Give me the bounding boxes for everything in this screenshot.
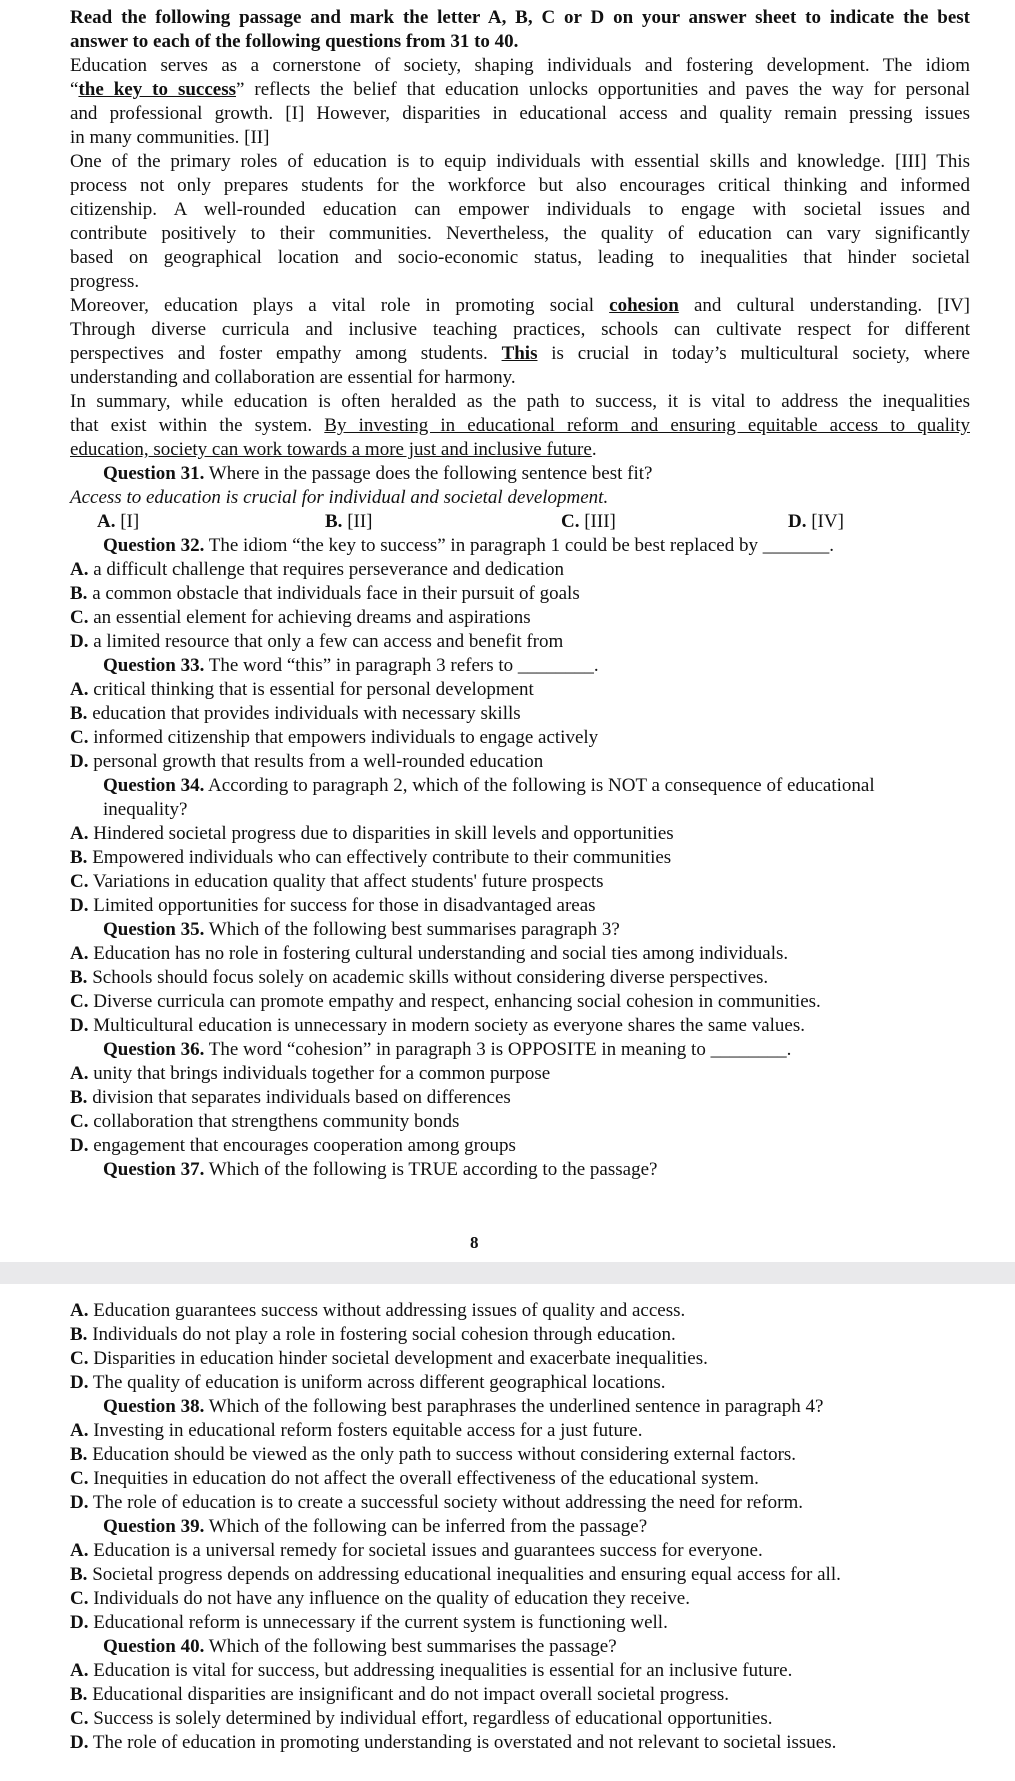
question-40: Question 40. Which of the following best summarises the passage? (103, 1636, 617, 1657)
q32-option-b[interactable]: B. a common obstacle that individuals face in their pursuit of goals (70, 583, 580, 604)
question-31-options (0, 510, 1015, 534)
q34-option-c[interactable]: C. Variations in education quality that affect students' future prospects (70, 871, 604, 892)
question-36: Question 36. The word “cohesion” in paragraph 3 is OPPOSITE in meaning to ________. (103, 1039, 792, 1060)
passage-p4-line-2: that exist within the system. By investing in educational reform and ensuring equitable access to quality (70, 415, 970, 436)
passage-p1-line-3: and professional growth. [I] However, disparities in educational access and quality remain pressing issues (70, 103, 970, 124)
q37-option-b[interactable]: B. Individuals do not play a role in fostering social cohesion through education. (70, 1324, 676, 1345)
passage-p2-line-2: process not only prepares students for the workforce but also encourages critical thinking and informed (70, 175, 970, 196)
q33-option-a[interactable]: A. critical thinking that is essential for personal development (70, 679, 534, 700)
passage-p4-line-1: In summary, while education is often heralded as the path to success, it is vital to address the inequalities (70, 391, 970, 412)
q34-option-b[interactable]: B. Empowered individuals who can effectively contribute to their communities (70, 847, 672, 868)
instructions-line-1: Read the following passage and mark the letter A, B, C or D on your answer sheet to indicate the best (70, 7, 970, 28)
passage-p2-line-6: progress. (70, 271, 140, 292)
q32-option-a[interactable]: A. a difficult challenge that requires perseverance and dedication (70, 559, 564, 580)
word-cohesion: cohesion (609, 295, 679, 316)
question-31-sentence: Access to education is crucial for individual and societal development. (70, 487, 609, 508)
q36-option-d[interactable]: D. engagement that encourages cooperation among groups (70, 1135, 516, 1156)
question-32: Question 32. The idiom “the key to success” in paragraph 1 could be best replaced by _______. (103, 535, 834, 556)
passage-p3-line-2: Through diverse curricula and inclusive teaching practices, schools can cultivate respect for different (70, 319, 970, 340)
q33-option-b[interactable]: B. education that provides individuals with necessary skills (70, 703, 521, 724)
q37-option-d[interactable]: D. The quality of education is uniform across different geographical locations. (70, 1372, 666, 1393)
q39-option-c[interactable]: C. Individuals do not have any influence on the quality of education they receive. (70, 1588, 690, 1609)
q32-option-d[interactable]: D. a limited resource that only a few can access and benefit from (70, 631, 564, 652)
q35-option-d[interactable]: D. Multicultural education is unnecessary in modern society as everyone shares the same values. (70, 1015, 805, 1036)
q38-option-d[interactable]: D. The role of education is to create a successful society without addressing the need for reform. (70, 1492, 804, 1513)
underlined-sentence-part-2: education, society can work towards a more just and inclusive future (70, 439, 592, 460)
q38-option-c[interactable]: C. Inequities in education do not affect the overall effectiveness of the educational system. (70, 1468, 759, 1489)
q39-option-b[interactable]: B. Societal progress depends on addressing educational inequalities and ensuring equal access for all. (70, 1564, 841, 1585)
page-number: 8 (470, 1233, 479, 1252)
q36-option-b[interactable]: B. division that separates individuals based on differences (70, 1087, 511, 1108)
q36-option-c[interactable]: C. collaboration that strengthens community bonds (70, 1111, 460, 1132)
page-9 (0, 1284, 1015, 1781)
q31-option-b[interactable]: B. [II] (325, 511, 373, 532)
passage-p2-line-4: contribute positively to their communities. Nevertheless, the quality of education can vary significantly (70, 223, 970, 244)
q31-option-a[interactable]: A. [I] (97, 511, 140, 532)
passage-p2-line-1: One of the primary roles of education is to equip individuals with essential skills and knowledge. [III] This (70, 151, 970, 172)
q40-option-b[interactable]: B. Educational disparities are insignificant and do not impact overall societal progress. (70, 1684, 730, 1705)
q35-option-a[interactable]: A. Education has no role in fostering cultural understanding and social ties among individuals. (70, 943, 789, 964)
passage-p1-line-4: in many communities. [II] (70, 127, 270, 148)
q34-option-d[interactable]: D. Limited opportunities for success for those in disadvantaged areas (70, 895, 596, 916)
q35-option-b[interactable]: B. Schools should focus solely on academic skills without considering diverse perspectives. (70, 967, 769, 988)
instructions-line-2: answer to each of the following questions from 31 to 40. (70, 31, 519, 52)
q38-option-a[interactable]: A. Investing in educational reform fosters equitable access for a just future. (70, 1420, 643, 1441)
underlined-sentence-part-1: By investing in educational reform and ensuring equitable access to quality (324, 415, 970, 436)
page-separator (0, 1262, 1015, 1284)
word-this: This (501, 343, 538, 364)
q37-option-a[interactable]: A. Education guarantees success without addressing issues of quality and access. (70, 1300, 686, 1321)
q34-option-a[interactable]: A. Hindered societal progress due to disparities in skill levels and opportunities (70, 823, 674, 844)
question-38: Question 38. Which of the following best paraphrases the underlined sentence in paragraph 4? (103, 1396, 824, 1417)
question-35: Question 35. Which of the following best summarises paragraph 3? (103, 919, 620, 940)
question-34-line-2: inequality? (103, 799, 188, 820)
passage-p1-line-1: Education serves as a cornerstone of society, shaping individuals and fostering development. The idiom (70, 55, 970, 76)
passage-p3-line-3: perspectives and foster empathy among students. This is crucial in today’s multicultural society, where (70, 343, 970, 364)
passage-p1-line-2: “the key to success” reflects the belief that education unlocks opportunities and paves the way for personal (70, 79, 970, 100)
passage-p3-line-4: understanding and collaboration are essential for harmony. (70, 367, 516, 388)
q32-option-c[interactable]: C. an essential element for achieving dreams and aspirations (70, 607, 531, 628)
passage-p4-line-3: education, society can work towards a more just and inclusive future. (70, 439, 597, 460)
question-33: Question 33. The word “this” in paragraph 3 refers to ________. (103, 655, 599, 676)
passage-p2-line-5: based on geographical location and socio-economic status, leading to inequalities that hinder societal (70, 247, 970, 268)
q38-option-b[interactable]: B. Education should be viewed as the only path to success without considering external factors. (70, 1444, 797, 1465)
q33-option-c[interactable]: C. informed citizenship that empowers individuals to engage actively (70, 727, 599, 748)
question-37: Question 37. Which of the following is TRUE according to the passage? (103, 1159, 658, 1180)
q39-option-d[interactable]: D. Educational reform is unnecessary if the current system is functioning well. (70, 1612, 668, 1633)
passage-p3-line-1: Moreover, education plays a vital role in promoting social cohesion and cultural understanding. [IV] (70, 295, 970, 316)
q31-option-c[interactable]: C. [III] (561, 511, 616, 532)
q33-option-d[interactable]: D. personal growth that results from a well-rounded education (70, 751, 544, 772)
q40-option-d[interactable]: D. The role of education in promoting understanding is overstated and not relevant to societal issues. (70, 1732, 837, 1753)
question-39: Question 39. Which of the following can be inferred from the passage? (103, 1516, 648, 1537)
q39-option-a[interactable]: A. Education is a universal remedy for societal issues and guarantees success for everyone. (70, 1540, 763, 1561)
question-31: Question 31. Where in the passage does the following sentence best fit? (103, 463, 653, 484)
q40-option-a[interactable]: A. Education is vital for success, but addressing inequalities is essential for an inclusive future. (70, 1660, 793, 1681)
q31-option-d[interactable]: D. [IV] (788, 511, 844, 532)
q37-option-c[interactable]: C. Disparities in education hinder societal development and exacerbate inequalities. (70, 1348, 708, 1369)
q35-option-c[interactable]: C. Diverse curricula can promote empathy and respect, enhancing social cohesion in communities. (70, 991, 821, 1012)
q36-option-a[interactable]: A. unity that brings individuals together for a common purpose (70, 1063, 551, 1084)
q40-option-c[interactable]: C. Success is solely determined by individual effort, regardless of educational opportunities. (70, 1708, 773, 1729)
question-34: Question 34. According to paragraph 2, which of the following is NOT a consequence of educational (103, 775, 875, 796)
idiom-key-to-success: the key to success (78, 79, 236, 100)
passage-p2-line-3: citizenship. A well-rounded education can empower individuals to engage with societal issues and (70, 199, 970, 220)
